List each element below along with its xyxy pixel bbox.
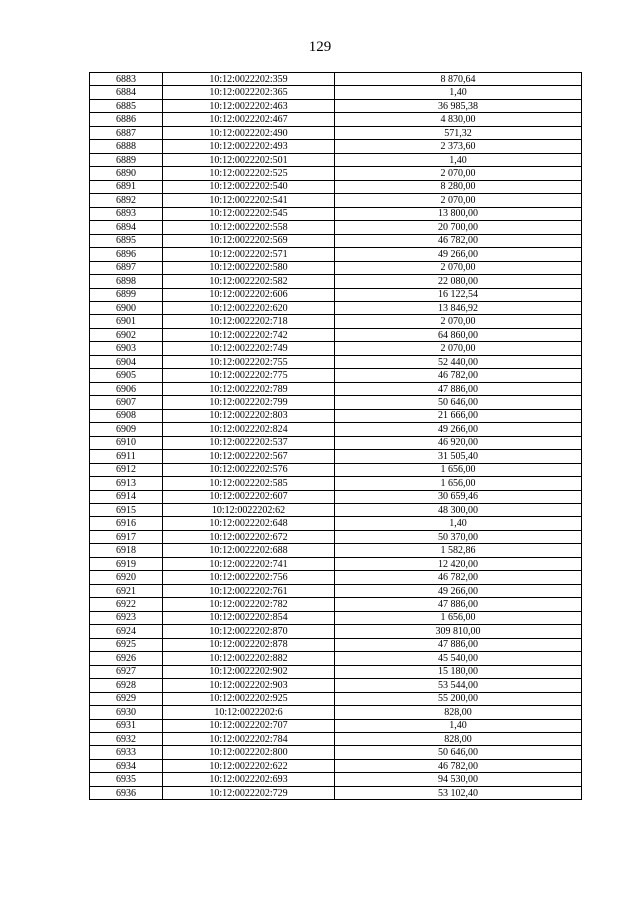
row-number-cell: 6904: [90, 355, 163, 368]
amount-cell: 47 886,00: [335, 638, 582, 651]
cadastral-number-cell: 10:12:0022202:693: [163, 773, 335, 786]
amount-cell: 53 102,40: [335, 786, 582, 799]
table-row: [90, 275, 582, 288]
table-row: [90, 611, 582, 624]
table-row: [90, 261, 582, 274]
row-number-cell: 6886: [90, 113, 163, 126]
row-number-cell: 6925: [90, 638, 163, 651]
cadastral-number-cell: 10:12:0022202:493: [163, 140, 335, 153]
table-row: [90, 557, 582, 570]
cadastral-number-cell: 10:12:0022202:854: [163, 611, 335, 624]
amount-cell: 1 656,00: [335, 463, 582, 476]
row-number-cell: 6916: [90, 517, 163, 530]
row-number-cell: 6914: [90, 490, 163, 503]
row-number-cell: 6928: [90, 679, 163, 692]
amount-cell: 49 266,00: [335, 423, 582, 436]
cadastral-number-cell: 10:12:0022202:688: [163, 544, 335, 557]
row-number-cell: 6897: [90, 261, 163, 274]
cadastral-number-cell: 10:12:0022202:799: [163, 396, 335, 409]
table-row: [90, 86, 582, 99]
cadastral-number-cell: 10:12:0022202:741: [163, 557, 335, 570]
cadastral-number-cell: 10:12:0022202:6: [163, 706, 335, 719]
row-number-cell: 6899: [90, 288, 163, 301]
table-row: [90, 113, 582, 126]
amount-cell: 1,40: [335, 517, 582, 530]
cadastral-number-cell: 10:12:0022202:882: [163, 652, 335, 665]
row-number-cell: 6911: [90, 450, 163, 463]
amount-cell: 1,40: [335, 153, 582, 166]
table-row: [90, 665, 582, 678]
amount-cell: 53 544,00: [335, 679, 582, 692]
amount-cell: 22 080,00: [335, 275, 582, 288]
row-number-cell: 6923: [90, 611, 163, 624]
row-number-cell: 6889: [90, 153, 163, 166]
cadastral-number-cell: 10:12:0022202:569: [163, 234, 335, 247]
amount-cell: 36 985,38: [335, 99, 582, 112]
cadastral-number-cell: 10:12:0022202:467: [163, 113, 335, 126]
row-number-cell: 6931: [90, 719, 163, 732]
table-row: [90, 423, 582, 436]
amount-cell: 47 886,00: [335, 598, 582, 611]
row-number-cell: 6910: [90, 436, 163, 449]
amount-cell: 13 800,00: [335, 207, 582, 220]
cadastral-number-cell: 10:12:0022202:567: [163, 450, 335, 463]
amount-cell: 49 266,00: [335, 248, 582, 261]
cadastral-number-cell: 10:12:0022202:672: [163, 530, 335, 543]
cadastral-number-cell: 10:12:0022202:571: [163, 248, 335, 261]
cadastral-number-cell: 10:12:0022202:803: [163, 409, 335, 422]
row-number-cell: 6909: [90, 423, 163, 436]
cadastral-number-cell: 10:12:0022202:755: [163, 355, 335, 368]
cadastral-number-cell: 10:12:0022202:707: [163, 719, 335, 732]
table-row: [90, 517, 582, 530]
amount-cell: 309 810,00: [335, 625, 582, 638]
cadastral-number-cell: 10:12:0022202:878: [163, 638, 335, 651]
cadastral-number-cell: 10:12:0022202:607: [163, 490, 335, 503]
row-number-cell: 6884: [90, 86, 163, 99]
cadastral-number-cell: 10:12:0022202:359: [163, 73, 335, 86]
amount-cell: 46 782,00: [335, 369, 582, 382]
amount-cell: 2 070,00: [335, 315, 582, 328]
table-row: [90, 221, 582, 234]
cadastral-number-cell: 10:12:0022202:62: [163, 504, 335, 517]
row-number-cell: 6888: [90, 140, 163, 153]
amount-cell: 21 666,00: [335, 409, 582, 422]
row-number-cell: 6903: [90, 342, 163, 355]
amount-cell: 1 656,00: [335, 611, 582, 624]
table-row: [90, 530, 582, 543]
table-row: [90, 584, 582, 597]
table-row: [90, 167, 582, 180]
amount-cell: 31 505,40: [335, 450, 582, 463]
cadastral-number-cell: 10:12:0022202:540: [163, 180, 335, 193]
row-number-cell: 6892: [90, 194, 163, 207]
amount-cell: 30 659,46: [335, 490, 582, 503]
cadastral-number-cell: 10:12:0022202:463: [163, 99, 335, 112]
amount-cell: 12 420,00: [335, 557, 582, 570]
row-number-cell: 6883: [90, 73, 163, 86]
amount-cell: 49 266,00: [335, 584, 582, 597]
cadastral-number-cell: 10:12:0022202:585: [163, 477, 335, 490]
table-row: [90, 436, 582, 449]
row-number-cell: 6933: [90, 746, 163, 759]
amount-cell: 2 070,00: [335, 342, 582, 355]
cadastral-number-cell: 10:12:0022202:925: [163, 692, 335, 705]
row-number-cell: 6896: [90, 248, 163, 261]
table-row: [90, 153, 582, 166]
amount-cell: 2 070,00: [335, 194, 582, 207]
cadastral-number-cell: 10:12:0022202:824: [163, 423, 335, 436]
row-number-cell: 6908: [90, 409, 163, 422]
row-number-cell: 6934: [90, 759, 163, 772]
amount-cell: 15 180,00: [335, 665, 582, 678]
amount-cell: 46 782,00: [335, 759, 582, 772]
table-row: [90, 369, 582, 382]
table-row: [90, 490, 582, 503]
amount-cell: 50 646,00: [335, 396, 582, 409]
amount-cell: 16 122,54: [335, 288, 582, 301]
amount-cell: 46 782,00: [335, 571, 582, 584]
table-row: [90, 706, 582, 719]
row-number-cell: 6894: [90, 221, 163, 234]
row-number-cell: 6905: [90, 369, 163, 382]
table-row: [90, 288, 582, 301]
cadastral-number-cell: 10:12:0022202:775: [163, 369, 335, 382]
cadastral-number-cell: 10:12:0022202:729: [163, 786, 335, 799]
cadastral-number-cell: 10:12:0022202:365: [163, 86, 335, 99]
row-number-cell: 6915: [90, 504, 163, 517]
table-row: [90, 382, 582, 395]
table-row: [90, 746, 582, 759]
row-number-cell: 6918: [90, 544, 163, 557]
amount-cell: 52 440,00: [335, 355, 582, 368]
amount-cell: 828,00: [335, 732, 582, 745]
amount-cell: 50 370,00: [335, 530, 582, 543]
row-number-cell: 6936: [90, 786, 163, 799]
cadastral-number-cell: 10:12:0022202:576: [163, 463, 335, 476]
amount-cell: 571,32: [335, 126, 582, 139]
row-number-cell: 6927: [90, 665, 163, 678]
table-row: [90, 638, 582, 651]
table-row: [90, 679, 582, 692]
amount-cell: 1,40: [335, 719, 582, 732]
table-row: [90, 773, 582, 786]
cadastral-number-cell: 10:12:0022202:902: [163, 665, 335, 678]
row-number-cell: 6926: [90, 652, 163, 665]
row-number-cell: 6890: [90, 167, 163, 180]
row-number-cell: 6920: [90, 571, 163, 584]
table-row: [90, 248, 582, 261]
table-row: [90, 99, 582, 112]
page-number: 129: [308, 39, 332, 55]
cadastral-number-cell: 10:12:0022202:789: [163, 382, 335, 395]
row-number-cell: 6924: [90, 625, 163, 638]
amount-cell: 13 846,92: [335, 301, 582, 314]
row-number-cell: 6893: [90, 207, 163, 220]
amount-cell: 8 280,00: [335, 180, 582, 193]
table-row: [90, 625, 582, 638]
cadastral-number-cell: 10:12:0022202:782: [163, 598, 335, 611]
table-row: [90, 544, 582, 557]
table-row: [90, 409, 582, 422]
cadastral-number-cell: 10:12:0022202:606: [163, 288, 335, 301]
table-row: [90, 355, 582, 368]
table-row: [90, 328, 582, 341]
table-row: [90, 126, 582, 139]
row-number-cell: 6922: [90, 598, 163, 611]
table-row: [90, 571, 582, 584]
table-row: [90, 732, 582, 745]
cadastral-number-cell: 10:12:0022202:756: [163, 571, 335, 584]
amount-cell: 20 700,00: [335, 221, 582, 234]
table-row: [90, 315, 582, 328]
amount-cell: 4 830,00: [335, 113, 582, 126]
row-number-cell: 6900: [90, 301, 163, 314]
table-row: [90, 180, 582, 193]
amount-cell: 46 782,00: [335, 234, 582, 247]
row-number-cell: 6919: [90, 557, 163, 570]
table-row: [90, 463, 582, 476]
table-row: [90, 759, 582, 772]
cadastral-number-cell: 10:12:0022202:749: [163, 342, 335, 355]
cadastral-number-cell: 10:12:0022202:761: [163, 584, 335, 597]
table-row: [90, 207, 582, 220]
amount-cell: 94 530,00: [335, 773, 582, 786]
row-number-cell: 6895: [90, 234, 163, 247]
table-row: [90, 450, 582, 463]
row-number-cell: 6891: [90, 180, 163, 193]
cadastral-number-cell: 10:12:0022202:620: [163, 301, 335, 314]
cadastral-number-cell: 10:12:0022202:545: [163, 207, 335, 220]
table-row: [90, 194, 582, 207]
table-row: [90, 301, 582, 314]
cadastral-number-cell: 10:12:0022202:537: [163, 436, 335, 449]
cadastral-number-cell: 10:12:0022202:800: [163, 746, 335, 759]
table-row: [90, 396, 582, 409]
row-number-cell: 6906: [90, 382, 163, 395]
cadastral-number-cell: 10:12:0022202:718: [163, 315, 335, 328]
row-number-cell: 6902: [90, 328, 163, 341]
amount-cell: 46 920,00: [335, 436, 582, 449]
amount-cell: 47 886,00: [335, 382, 582, 395]
table-row: [90, 786, 582, 799]
registry-table-body: [90, 73, 582, 800]
row-number-cell: 6932: [90, 732, 163, 745]
row-number-cell: 6901: [90, 315, 163, 328]
table-row: [90, 342, 582, 355]
cadastral-number-cell: 10:12:0022202:622: [163, 759, 335, 772]
row-number-cell: 6930: [90, 706, 163, 719]
table-row: [90, 598, 582, 611]
amount-cell: 45 540,00: [335, 652, 582, 665]
cadastral-number-cell: 10:12:0022202:525: [163, 167, 335, 180]
row-number-cell: 6885: [90, 99, 163, 112]
amount-cell: 1 656,00: [335, 477, 582, 490]
amount-cell: 1,40: [335, 86, 582, 99]
amount-cell: 50 646,00: [335, 746, 582, 759]
cadastral-number-cell: 10:12:0022202:784: [163, 732, 335, 745]
table-row: [90, 477, 582, 490]
cadastral-number-cell: 10:12:0022202:558: [163, 221, 335, 234]
cadastral-number-cell: 10:12:0022202:870: [163, 625, 335, 638]
cadastral-number-cell: 10:12:0022202:742: [163, 328, 335, 341]
row-number-cell: 6898: [90, 275, 163, 288]
amount-cell: 1 582,86: [335, 544, 582, 557]
amount-cell: 2 070,00: [335, 167, 582, 180]
row-number-cell: 6887: [90, 126, 163, 139]
amount-cell: 8 870,64: [335, 73, 582, 86]
table-row: [90, 652, 582, 665]
amount-cell: 48 300,00: [335, 504, 582, 517]
cadastral-number-cell: 10:12:0022202:582: [163, 275, 335, 288]
row-number-cell: 6913: [90, 477, 163, 490]
row-number-cell: 6912: [90, 463, 163, 476]
amount-cell: 64 860,00: [335, 328, 582, 341]
cadastral-number-cell: 10:12:0022202:501: [163, 153, 335, 166]
row-number-cell: 6935: [90, 773, 163, 786]
cadastral-number-cell: 10:12:0022202:490: [163, 126, 335, 139]
registry-table: [89, 72, 582, 800]
cadastral-number-cell: 10:12:0022202:648: [163, 517, 335, 530]
amount-cell: 828,00: [335, 706, 582, 719]
table-row: [90, 692, 582, 705]
amount-cell: 2 373,60: [335, 140, 582, 153]
table-row: [90, 719, 582, 732]
table-row: [90, 234, 582, 247]
amount-cell: 55 200,00: [335, 692, 582, 705]
row-number-cell: 6907: [90, 396, 163, 409]
cadastral-number-cell: 10:12:0022202:903: [163, 679, 335, 692]
cadastral-number-cell: 10:12:0022202:541: [163, 194, 335, 207]
row-number-cell: 6929: [90, 692, 163, 705]
row-number-cell: 6917: [90, 530, 163, 543]
amount-cell: 2 070,00: [335, 261, 582, 274]
table-row: [90, 504, 582, 517]
row-number-cell: 6921: [90, 584, 163, 597]
table-row: [90, 73, 582, 86]
cadastral-number-cell: 10:12:0022202:580: [163, 261, 335, 274]
table-row: [90, 140, 582, 153]
